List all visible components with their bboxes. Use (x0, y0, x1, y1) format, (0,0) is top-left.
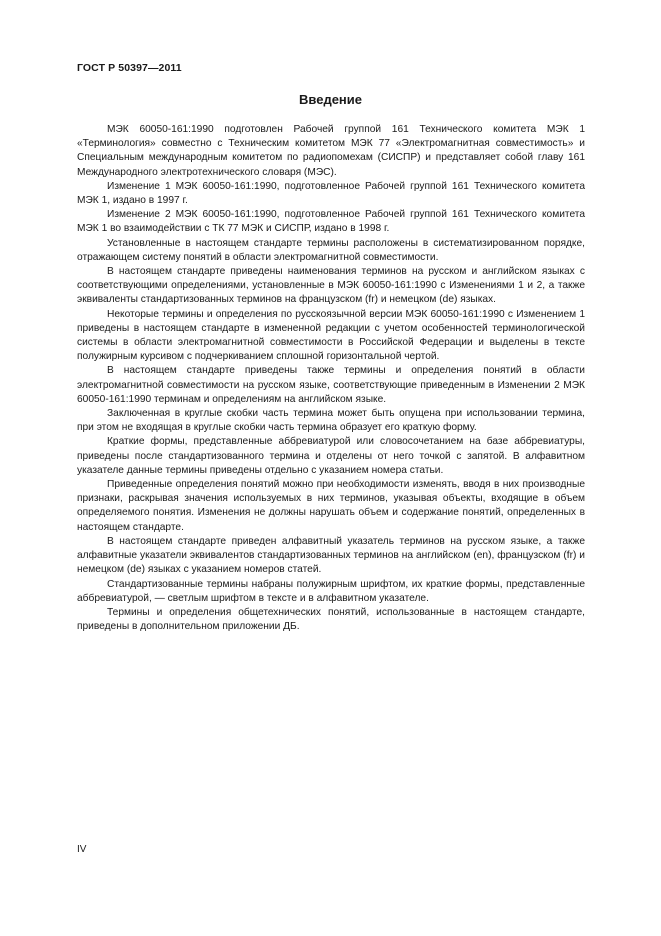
paragraph: В настоящем стандарте приведены также термины и определения понятий в области электромагнитной совместимости на русском языке, соответствующие приведенным в Изменении 2 МЭК 60050-161:1990 терминам и определениям на английском языке. (77, 365, 585, 405)
paragraph: Термины и определения общетехнических понятий, использованные в настоящем стандарте, приведены в дополнительном приложении ДБ. (77, 606, 585, 633)
paragraph: Некоторые термины и определения по русскоязычной версии МЭК 60050-161:1990 с Изменением 1 приведены в настоящем стандарте в измененной редакции с учетом особенностей терминологической системы в области электромагнитной совместимости в Российской Федерации и выделены в тексте полужирным курсивом с подчеркиванием сплошной горизонтальной чертой. (77, 308, 585, 363)
paragraph: Изменение 1 МЭК 60050-161:1990, подготовленное Рабочей группой 161 Технического комитета МЭК 1, издано в 1997 г. (77, 180, 585, 207)
paragraph: Изменение 2 МЭК 60050-161:1990, подготовленное Рабочей группой 161 Технического комитета МЭК 1 во взаимодействии с ТК 77 МЭК и СИСПР, издано в 1998 г. (77, 209, 585, 235)
introduction-body (77, 123, 585, 634)
paragraph: Краткие формы, представленные аббревиатурой или словосочетанием на базе аббревиатуры, приведены после стандартизованного термина и отделены от него точкой с запятой. В алфавитном указателе данные термины приведены отдельно с указанием номера статьи. (77, 436, 585, 476)
page-number: IV (77, 844, 87, 855)
standard-code: ГОСТ Р 50397—2011 (77, 62, 182, 74)
paragraph: В настоящем стандарте приведен алфавитный указатель терминов на русском языке, а также алфавитные указатели эквивалентов стандартизованных терминов на английском (en), французском (fr) и немецком (de) языках с указанием номеров статей. (77, 535, 585, 576)
paragraph: Установленные в настоящем стандарте термины расположены в систематизированном порядке, отражающем систему понятий в области электромагнитной совместимости. (77, 237, 585, 263)
page-title: Введение (299, 92, 362, 107)
paragraph: Приведенные определения понятий можно при необходимости изменять, вводя в них производные признаки, раскрывая значения используемых в них терминов, указывая объекты, входящие в объем определяемого понятия. Изменения не должны нарушать объем и содержание понятий, определенных в настоящем стандарте. (77, 479, 585, 533)
paragraph: Стандартизованные термины набраны полужирным шрифтом, их краткие формы, представленные аббревиатурой, — светлым шрифтом в тексте и в алфавитном указателе. (77, 578, 585, 604)
paragraph: Заключенная в круглые скобки часть термина может быть опущена при использовании термина, при этом не входящая в круглые скобки часть термина образует его краткую форму. (77, 408, 585, 434)
paragraph: В настоящем стандарте приведены наименования терминов на русском и английском языках с соответствующими определениями, установленные в МЭК 60050-161:1990 с Изменениями 1 и 2, а также эквиваленты стандартизованных терминов на французском (fr) и немецком (de) языках. (77, 266, 585, 306)
paragraph: МЭК 60050-161:1990 подготовлен Рабочей группой 161 Технического комитета МЭК 1 «Терминология» совместно с Техническим комитетом МЭК 77 «Электромагнитная совместимость» и Специальным международным комитетом по радиопомехам (СИСПР) и представляет собой главу 161 Международного электротехнического словаря (МЭС). (77, 124, 585, 178)
